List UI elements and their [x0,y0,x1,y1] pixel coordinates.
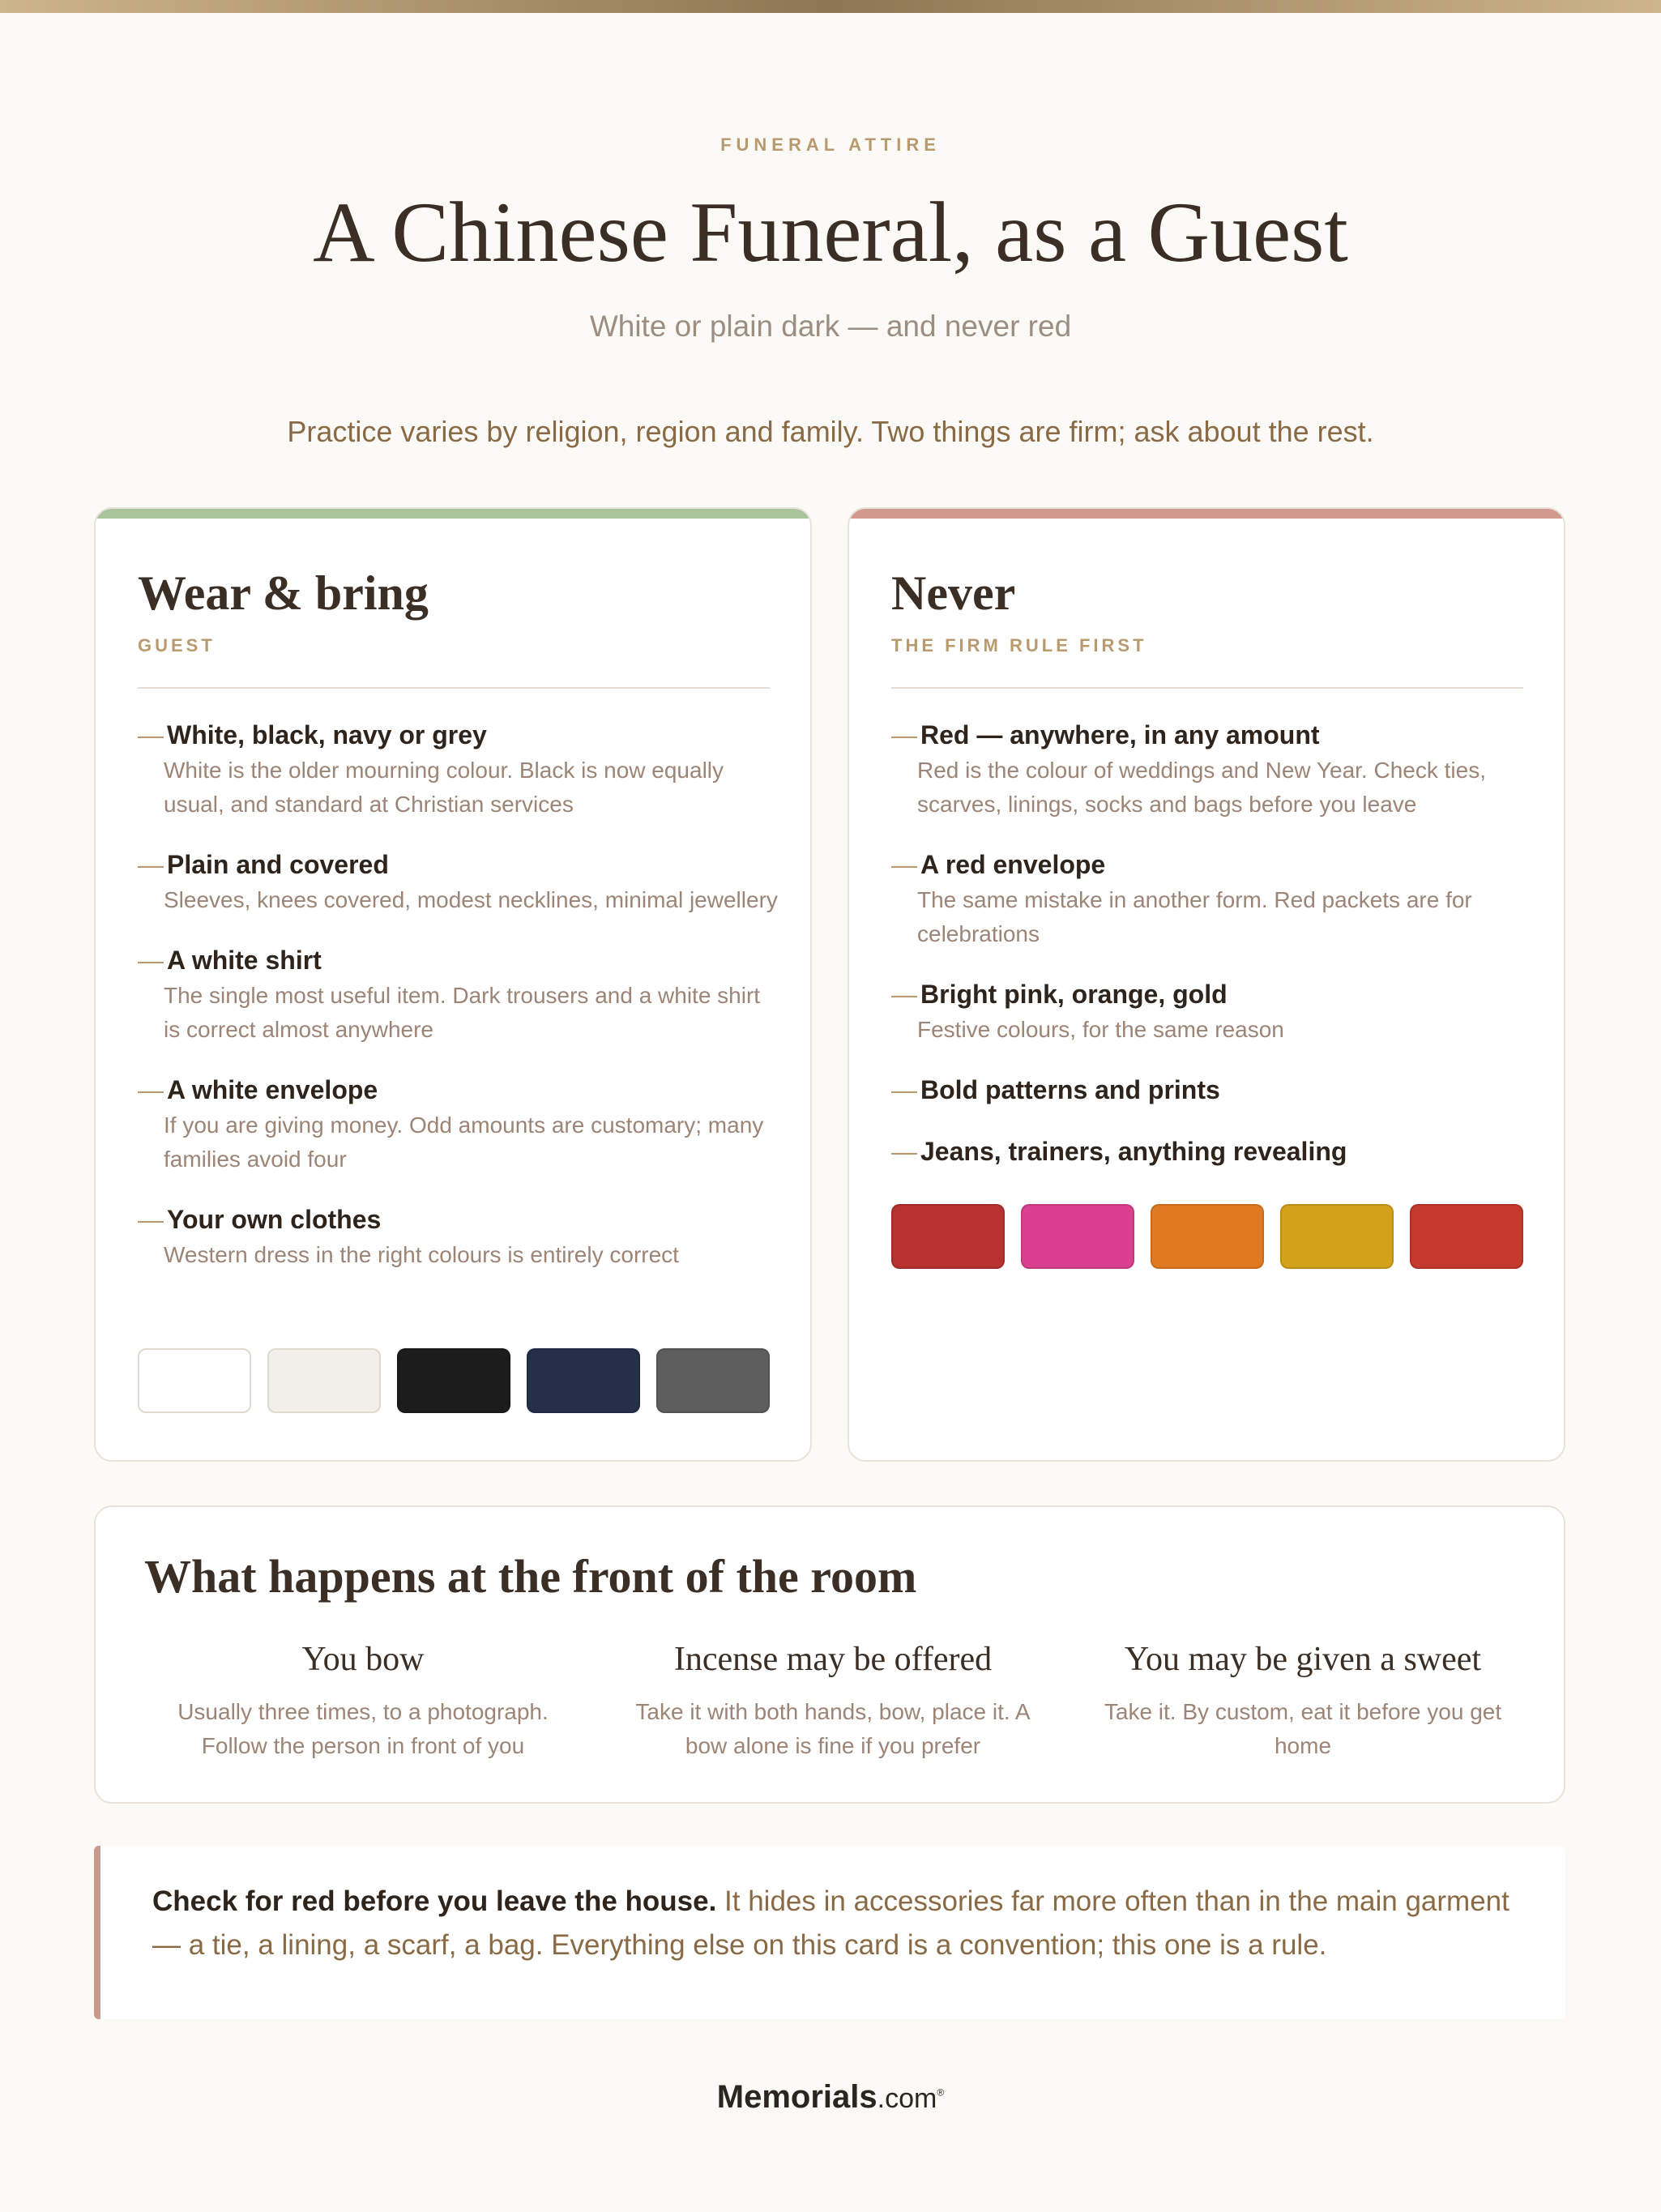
color-swatch-orange [1151,1204,1264,1269]
item-desc: Sleeves, knees covered, modest necklines, minimal jewellery [164,887,778,912]
never-swatches [891,1204,1523,1269]
item-title: Bold patterns and prints [920,1075,1220,1104]
list-item [891,1071,1531,1108]
item-title: White, black, navy or grey [167,720,487,749]
registered-icon: ® [937,2086,945,2099]
dash-icon: — [891,980,917,1009]
callout-note [94,1846,1565,2019]
column-desc: Take it with both hands, bow, place it. A bow alone is fine if you prefer [635,1699,1031,1758]
color-swatch-pink [1021,1204,1134,1269]
top-accent-bar [0,0,1661,13]
wear-swatches [138,1348,770,1413]
item-title: A red envelope [920,850,1106,879]
wear-tag: GUEST [138,635,216,655]
column-title: Incense may be offered [673,1641,993,1678]
item-desc: White is the older mourning colour. Black is now equally usual, and standard at Christian services [164,758,724,817]
item-title: Plain and covered [167,850,389,879]
callout-bold: Check for red before you leave the house. [152,1885,717,1917]
item-desc: If you are giving money. Odd amounts are customary; many families avoid four [164,1112,764,1172]
dash-icon: — [138,1205,164,1234]
front-column [1084,1633,1522,1763]
wear-heading: Wear & bring [138,566,429,620]
eyebrow: FUNERAL ATTIRE [720,135,941,155]
item-title: Bright pink, orange, gold [920,980,1228,1009]
color-swatch-ivory [267,1348,381,1413]
never-card-accent [849,509,1564,519]
list-item [891,846,1531,951]
front-columns [144,1633,1522,1763]
item-title: Jeans, trainers, anything revealing [920,1137,1347,1166]
dash-icon: — [891,1137,917,1166]
dash-icon: — [891,1075,917,1104]
never-list [891,716,1531,1194]
dash-icon: — [138,850,164,879]
front-column [614,1633,1052,1763]
dash-icon: — [891,720,917,749]
list-item [138,716,778,822]
never-tag: THE FIRM RULE FIRST [891,635,1147,655]
color-swatch-black [397,1348,510,1413]
column-desc: Take it. By custom, eat it before you get home [1104,1699,1502,1758]
column-title: You bow [301,1641,425,1678]
page-subtitle: White or plain dark — and never red [589,310,1072,343]
list-item [891,716,1531,822]
list-item [138,1071,778,1176]
divider [891,687,1523,689]
column-desc: Usually three times, to a photograph. Follow the person in front of you [177,1699,549,1758]
divider [138,687,770,689]
dash-icon: — [138,720,164,749]
item-title: Your own clothes [167,1205,382,1234]
logo-name: Memorials [716,2079,877,2115]
color-swatch-white [138,1348,251,1413]
callout-text: It hides in accessories far more often than in the main garment — a tie, a lining, a scarf, a bag. Everything else on this card is a convention; this one is a rule. [152,1885,1509,1961]
item-desc: Red is the colour of weddings and New Year. Check ties, scarves, linings, socks and bags before you leave [917,758,1486,817]
item-title: A white envelope [167,1075,378,1104]
list-item [891,1133,1531,1170]
dash-icon: — [138,1075,164,1104]
never-heading: Never [891,566,1016,620]
color-swatch-grey [656,1348,770,1413]
brand-logo [0,2079,1661,2116]
list-item [891,976,1531,1047]
item-desc: The same mistake in another form. Red packets are for celebrations [917,887,1472,946]
column-title: You may be given a sweet [1124,1641,1482,1678]
item-desc: Festive colours, for the same reason [917,1017,1284,1042]
intro-text: Practice varies by religion, region and family. Two things are firm; ask about the rest. [287,415,1374,448]
color-swatch-navy [527,1348,640,1413]
never-card [848,507,1565,1462]
item-desc: The single most useful item. Dark trousers and a white shirt is correct almost anywhere [164,983,761,1042]
list-item [138,1201,778,1272]
wear-list [138,716,778,1296]
front-of-room-card [94,1505,1565,1804]
front-heading: What happens at the front of the room [144,1550,917,1603]
dash-icon: — [891,850,917,879]
dash-icon: — [138,946,164,975]
color-swatch-red [891,1204,1005,1269]
logo-suffix: .com [877,2083,937,2114]
list-item [138,942,778,1047]
list-item [138,846,778,917]
page-title: A Chinese Funeral, as a Guest [313,185,1348,280]
item-desc: Western dress in the right colours is entirely correct [164,1242,679,1267]
item-title: Red — anywhere, in any amount [920,720,1320,749]
wear-card [94,507,812,1462]
wear-card-accent [96,509,810,519]
color-swatch-scarlet [1410,1204,1523,1269]
item-title: A white shirt [167,946,322,975]
front-column [144,1633,582,1763]
color-swatch-gold [1280,1204,1394,1269]
